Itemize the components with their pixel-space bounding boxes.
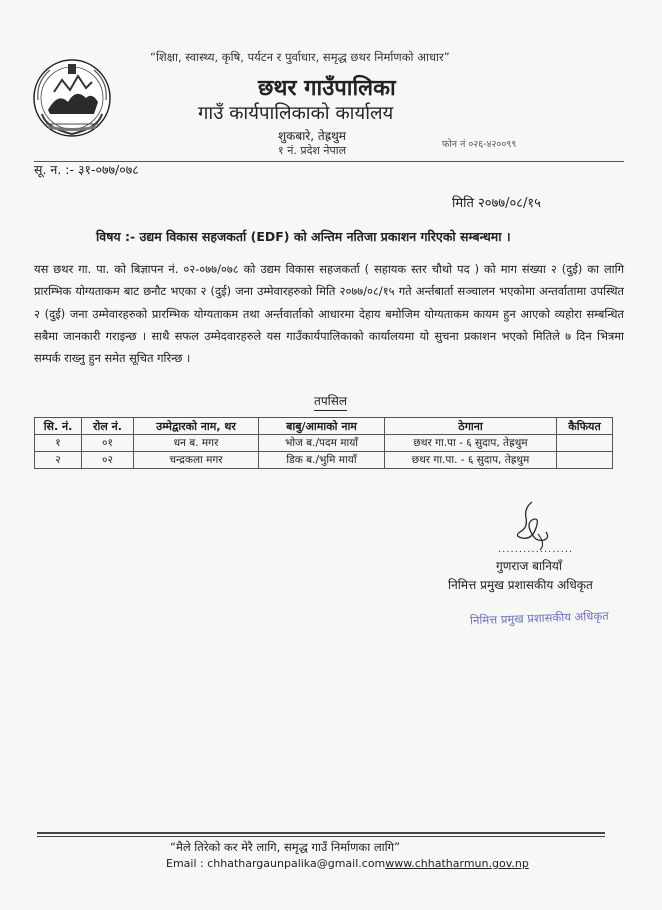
address-line-1: शुकबारे, तेह्रथुम [278, 129, 346, 143]
reference-number: सू. न. :- ३१-०७७/०७८ [34, 162, 139, 177]
municipality-name: छथर गाउँपालिका [258, 76, 396, 101]
phone-number: फोन नं ०२६-४२००९९ [442, 139, 517, 150]
signatory-name: गुणराज बानियाँ [496, 559, 562, 573]
serial-cell: १ [35, 435, 82, 452]
col-remarks-header: कैफियत [557, 418, 613, 435]
signature-line: .................. [498, 544, 574, 555]
office-name: गाउँ कार्यपालिकाको कार्यालय [198, 103, 394, 124]
col-address-header: ठेगाना [385, 418, 557, 435]
official-stamp: निमित्त प्रमुख प्रशासकीय अधिकृत [469, 608, 609, 628]
address-cell: छथर गा.पा - ६ सुदाप, तेह्रथुम [385, 435, 557, 452]
roll-cell: ०१ [82, 435, 134, 452]
footer-email: Email : chhathargaunpalika@gmail.com [166, 857, 386, 870]
municipality-motto: “शिक्षा, स्वास्थ्य, कृषि, पर्यटन र पुर्वाधार, समृद्ध छथर निर्माणको आधार” [150, 50, 450, 64]
candidate-cell: चन्द्रकला मगर [134, 452, 259, 469]
serial-cell: २ [35, 452, 82, 469]
footer-website-link[interactable]: www.chhatharmun.gov.np [385, 857, 529, 870]
remarks-cell [557, 452, 613, 469]
table-row [35, 435, 613, 452]
signatory-title: निमित्त प्रमुख प्रशासकीय अधिकृत [448, 578, 593, 592]
footer-divider [37, 832, 605, 834]
parent-cell: भोज ब./पदम मायाँ [259, 435, 385, 452]
parent-cell: डिक ब./भुमि मायाँ [259, 452, 385, 469]
col-candidate-header: उम्मेद्वारको नाम, थर [134, 418, 259, 435]
col-parent-header: बाबु/आमाको नाम [259, 418, 385, 435]
footer-slogan: “मैले तिरेको कर मेरै लागि, समृद्ध गाउँ निर्माणका लागि” [170, 840, 401, 854]
address-line-2: १ नं. प्रदेश नेपाल [278, 144, 347, 157]
col-serial-header: सि. नं. [35, 418, 82, 435]
candidate-cell: धन ब. मगर [134, 435, 259, 452]
table-row [35, 452, 613, 469]
letter-body: यस छथर गा. पा. को बिज्ञापन नं. ०२-०७७/०७८ को उद्यम विकास सहजकर्ता ( सहायक स्तर चौथो पद ) को माग संख्या २ (दुई) का लागि प्रारम्भिक योग्यताकम बाट छनौट भएका २ (दुई) जना उम्मेवारहरुको मिति २०७७/०८/१५ गते अर्न्तबार्ता सञ्चालन भएकोमा अन्तर्वातामा उपस्थित २ (दुई) जना उम्मेवारहरुको प्रारम्भिक योग्यताकम तथा अर्न्तवार्ताको आधारमा देहाय बमोजिम योग्यताकम कायम हुन आएको व्यहोरा सम्बन्धित सबैमा जानकारी गराइन्छ । साथै सफल उम्मेदवारहरुले यस गाउँकार्यपालिकाको कार्यालयमा यो सुचना प्रकाशन भएको मितिले ७ दिन भित्रमा सम्पर्क राख्नु हुन समेत सूचित गरिन्छ । [34, 262, 624, 366]
remarks-cell [557, 435, 613, 452]
results-table [34, 417, 613, 469]
col-roll-header: रोल नं. [82, 418, 134, 435]
letter-subject: विषय :- उद्यम विकास सहजकर्ता (EDF) को अन्तिम नतिजा प्रकाशन गरिएको सम्बन्धमा । [96, 229, 511, 244]
roll-cell: ०२ [82, 452, 134, 469]
letter-date: मिति २०७७/०८/१५ [452, 196, 541, 211]
footer-divider-thin [37, 836, 605, 837]
footer-contact [166, 857, 529, 870]
nepal-emblem-icon [28, 52, 116, 140]
address-cell: छथर गा.पा. - ६ सुदाप, तेह्रथुम [385, 452, 557, 469]
table-header-row [35, 418, 613, 435]
table-caption: तपसिल [314, 392, 347, 411]
